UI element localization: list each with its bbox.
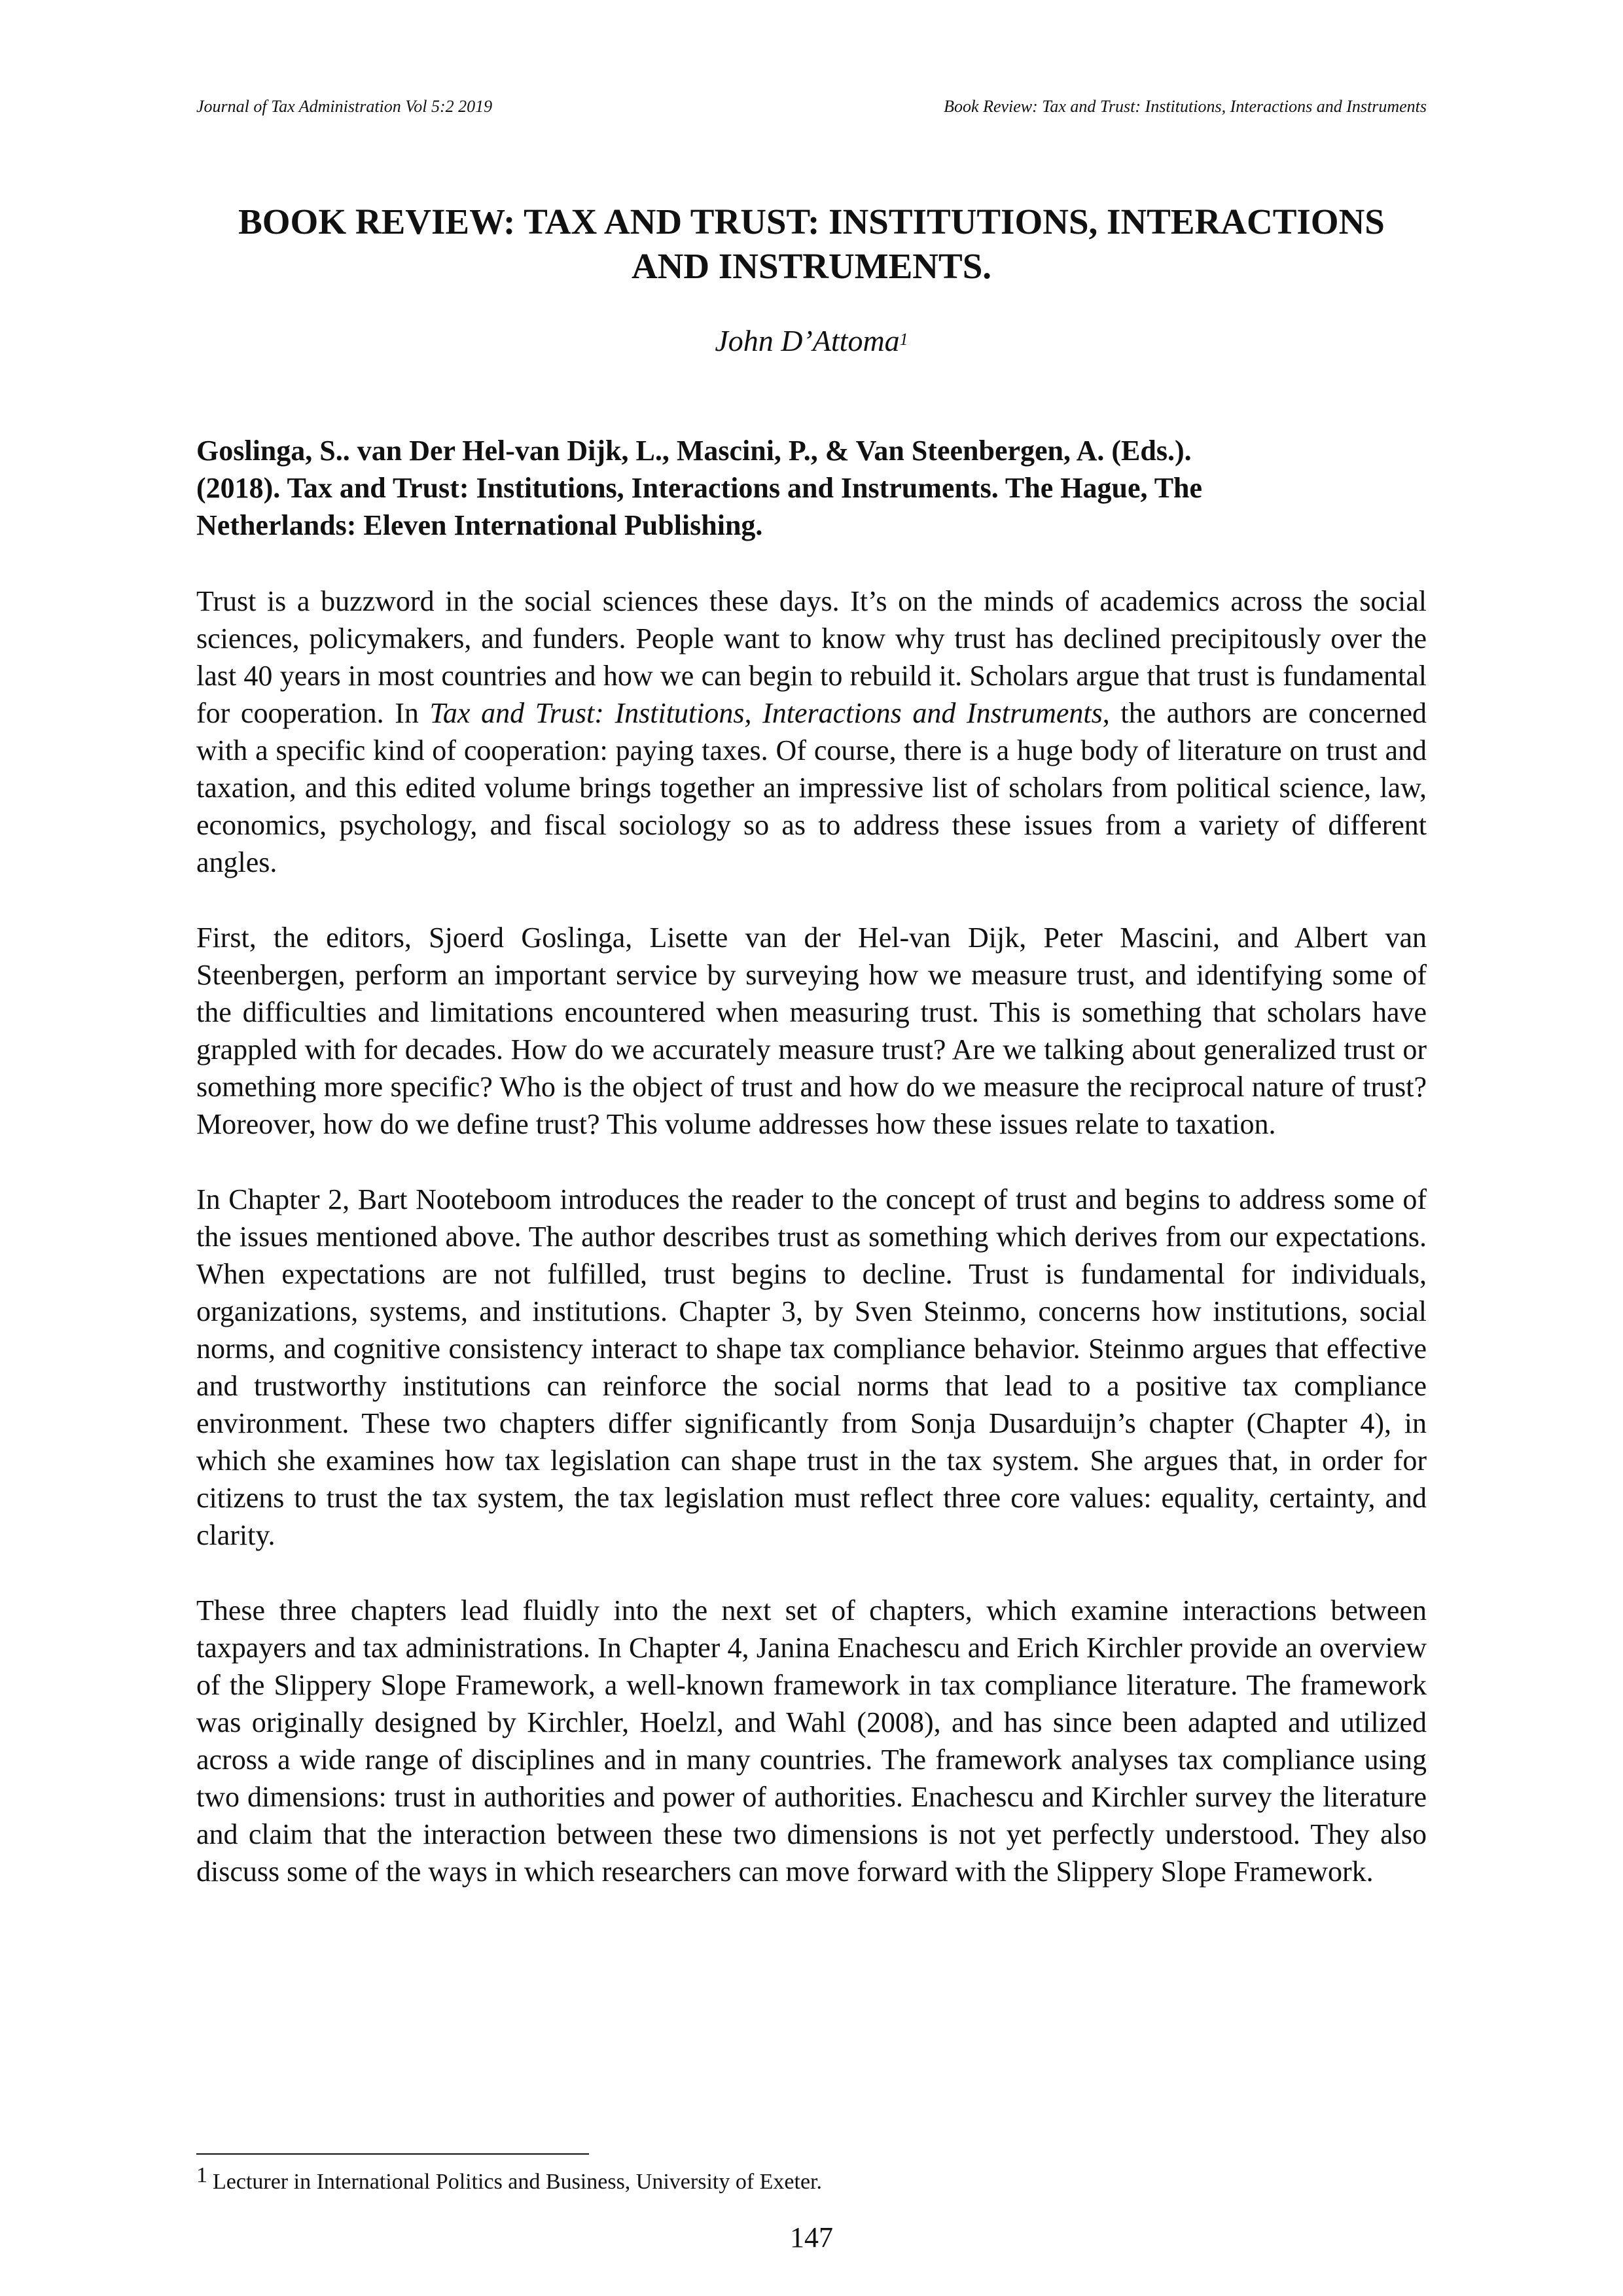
article-header: Book Review: Tax and Trust: Institutions, Interactions and Instruments [944,97,1427,116]
title-line-1: BOOK REVIEW: TAX AND TRUST: INSTITUTIONS, INTERACTIONS [238,202,1385,242]
paragraph-1-text-b: , the authors are concerned with a specific kind of cooperation: paying taxes. Of course, there is a huge body of literature on trust and taxation, and this edited volume brings together an impressive list of scholars from political science, law, economics, psychology, and fiscal sociology so as to address these issues from a variety of different angles. [196,697,1427,878]
article-title [196,200,1427,289]
author-line [196,323,1427,359]
title-line-2: AND INSTRUMENTS. [631,246,992,286]
paragraph-2: First, the editors, Sjoerd Goslinga, Lisette van der Hel-van Dijk, Peter Mascini, and Albert van Steenbergen, perform an important service by surveying how we measure trust, and identifying some of the difficulties and limitations encountered when measuring trust. This is something that scholars have grappled with for decades. How do we accurately measure trust? Are we talking about generalized trust or something more specific? Who is the object of trust and how do we measure the reciprocal nature of trust? Moreover, how do we define trust? This volume addresses how these issues relate to taxation. [196,922,1427,1140]
paragraph-1-text-a: Trust is a buzzword in the social sciences these days. It’s on the minds of academics across the social sciences, policymakers, and funders. People want to know why trust has declined precipitously over the last 40 years in most countries and how we can begin to rebuild it. Scholars argue that trust is fundamental for cooperation. In [196,585,1427,729]
page-number: 147 [790,2221,833,2253]
review-body [196,583,1427,1928]
journal-header: Journal of Tax Administration Vol 5:2 2019 [196,97,493,116]
author-footnote-marker[interactable]: 1 [899,330,908,349]
footnote-marker: 1 [196,2163,207,2187]
author-name: John D’Attoma [715,324,900,357]
running-header [196,97,1427,123]
footnote-text: Lecturer in International Politics and Business, University of Exeter. [213,2170,822,2194]
citation-line-2: (2018). Tax and Trust: Institutions, Interactions and Instruments. The Hague, The [196,472,1203,504]
book-title-italic: Tax and Trust: Institutions, Interactions and Instruments [429,697,1103,729]
paragraph-1 [196,583,1427,881]
paragraph-4: These three chapters lead fluidly into the next set of chapters, which examine interactions between taxpayers and tax administrations. In Chapter 4, Janina Enachescu and Erich Kirchler provide an overview of the Slippery Slope Framework, a well-known framework in tax compliance literature. The framework was originally designed by Kirchler, Hoelzl, and Wahl (2008), and has since been adapted and utilized across a wide range of disciplines and in many countries. The framework analyses tax compliance using two dimensions: trust in authorities and power of authorities. Enachescu and Kirchler survey the literature and claim that the interaction between these two dimensions is not yet perfectly understood. They also discuss some of the ways in which researchers can move forward with the Slippery Slope Framework. [196,1594,1427,1888]
citation-line-3: Netherlands: Eleven International Publishing. [196,509,763,541]
paragraph-3: In Chapter 2, Bart Nooteboom introduces the reader to the concept of trust and begins to address some of the issues mentioned above. The author describes trust as something which derives from our expectations. When expectations are not fulfilled, trust begins to decline. Trust is fundamental for individuals, organizations, systems, and institutions. Chapter 3, by Sven Steinmo, concerns how institutions, social norms, and cognitive consistency interact to shape tax compliance behavior. Steinmo argues that effective and trustworthy institutions can reinforce the social norms that lead to a positive tax compliance environment. These two chapters differ significantly from Sonja Dusarduijn’s chapter (Chapter 4), in which she examines how tax legislation can shape trust in the tax system. She argues that, in order for citizens to trust the tax system, the tax legislation must reflect three core values: equality, certainty, and clarity. [196,1183,1427,1551]
book-citation [196,432,1427,544]
footnote-divider [196,2153,589,2155]
citation-line-1: Goslinga, S.. van Der Hel-van Dijk, L., Mascini, P., & Van Steenbergen, A. (Eds.). [196,435,1192,467]
footnote [196,2163,1427,2198]
